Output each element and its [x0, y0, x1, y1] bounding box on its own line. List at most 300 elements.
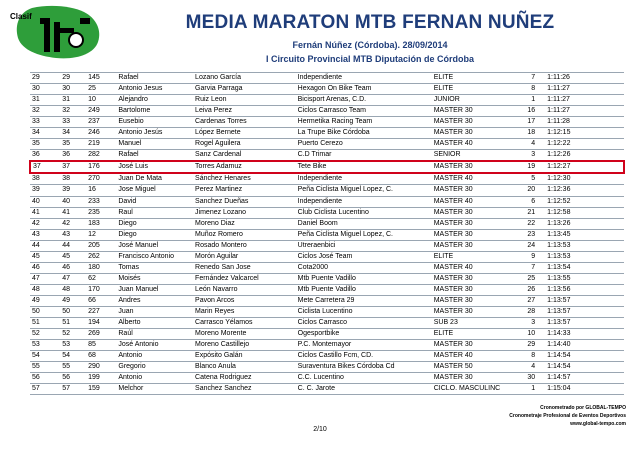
table-row — [30, 362, 624, 373]
last-name-cell: Muñoz Romero — [193, 229, 296, 240]
last-name-cell: Expósito Galán — [193, 351, 296, 362]
finish-time-cell: 1:12:30 — [545, 173, 624, 185]
bib-cell: 269 — [86, 329, 116, 340]
first-name-cell: Tomas — [116, 262, 193, 273]
position-cell: 53 — [30, 340, 60, 351]
first-name-cell: Alejandro — [116, 95, 193, 106]
category-cell: MASTER 30 — [432, 161, 517, 173]
table-row — [30, 218, 624, 229]
last-name-cell: Perez Martinez — [193, 185, 296, 196]
club-cell: Ciclos Castillo Fcm, CD. — [296, 351, 432, 362]
first-name-cell: Gregorio — [116, 362, 193, 373]
club-cell: Independiente — [296, 73, 432, 84]
category-rank-cell: 24 — [517, 240, 545, 251]
category-rank-cell: 4 — [517, 362, 545, 373]
first-name-cell: José Antonio — [116, 340, 193, 351]
club-cell: C. C. Jarote — [296, 384, 432, 395]
position-cell: 46 — [30, 262, 60, 273]
bib-cell: 159 — [86, 384, 116, 395]
position-cell: 37 — [30, 161, 60, 173]
bib-cell: 194 — [86, 318, 116, 329]
bib-cell: 85 — [86, 340, 116, 351]
finish-time-cell: 1:13:55 — [545, 273, 624, 284]
position-cell: 40 — [30, 196, 60, 207]
table-row — [30, 128, 624, 139]
results-table — [29, 72, 625, 395]
bib-cell: 233 — [86, 196, 116, 207]
finish-time-cell: 1:12:22 — [545, 139, 624, 150]
table-row — [30, 173, 624, 185]
last-name-cell: López Bernete — [193, 128, 296, 139]
category-rank-cell: 6 — [517, 196, 545, 207]
club-cell: Bicisport Arenas, C.D. — [296, 95, 432, 106]
first-name-cell: Eusebio — [116, 117, 193, 128]
first-name-cell: Manuel — [116, 139, 193, 150]
category-cell: ELITE — [432, 251, 517, 262]
category-position-cell: 55 — [60, 362, 86, 373]
circuit-name: I Circuito Provincial MTB Diputación de Córdoba — [265, 54, 474, 64]
finish-time-cell: 1:12:52 — [545, 196, 624, 207]
last-name-cell: Moreno Morente — [193, 329, 296, 340]
bib-cell: 235 — [86, 207, 116, 218]
bib-cell: 180 — [86, 262, 116, 273]
results-body — [30, 73, 624, 395]
finish-time-cell: 1:11:27 — [545, 95, 624, 106]
category-cell: JUNIOR — [432, 95, 517, 106]
bib-cell: 262 — [86, 251, 116, 262]
category-rank-cell: 3 — [517, 150, 545, 162]
table-row — [30, 262, 624, 273]
category-cell: MASTER 30 — [432, 185, 517, 196]
first-name-cell: Juan De Mata — [116, 173, 193, 185]
category-rank-cell: 9 — [517, 251, 545, 262]
category-cell: MASTER 30 — [432, 128, 517, 139]
last-name-cell: Morón Aguilar — [193, 251, 296, 262]
bib-cell: 176 — [86, 161, 116, 173]
table-row — [30, 384, 624, 395]
table-row — [30, 150, 624, 162]
position-cell: 31 — [30, 95, 60, 106]
category-rank-cell: 4 — [517, 139, 545, 150]
bib-cell: 199 — [86, 373, 116, 384]
category-position-cell: 31 — [60, 95, 86, 106]
category-position-cell: 37 — [60, 161, 86, 173]
club-cell: Club Ciclista Lucentino — [296, 207, 432, 218]
bib-cell: 227 — [86, 306, 116, 317]
first-name-cell: Melchor — [116, 384, 193, 395]
table-row — [30, 318, 624, 329]
timing-credit: Cronometrado por GLOBAL-TEMPO — [540, 405, 626, 411]
category-position-cell: 57 — [60, 384, 86, 395]
finish-time-cell: 1:13:57 — [545, 306, 624, 317]
position-cell: 44 — [30, 240, 60, 251]
timing-website[interactable]: www.global-tempo.com — [570, 421, 626, 427]
table-row — [30, 229, 624, 240]
first-name-cell: Andres — [116, 295, 193, 306]
finish-time-cell: 1:12:26 — [545, 150, 624, 162]
last-name-cell: Renedo San Jose — [193, 262, 296, 273]
club-cell: Ciclos Carrasco — [296, 318, 432, 329]
category-rank-cell: 18 — [517, 128, 545, 139]
club-cell: Daniel Boom — [296, 218, 432, 229]
category-cell: MASTER 30 — [432, 373, 517, 384]
position-cell: 30 — [30, 84, 60, 95]
category-rank-cell: 8 — [517, 84, 545, 95]
category-rank-cell: 30 — [517, 373, 545, 384]
club-cell: Cota2000 — [296, 262, 432, 273]
club-cell: Hermetika Racing Team — [296, 117, 432, 128]
category-cell: MASTER 30 — [432, 240, 517, 251]
table-row — [30, 373, 624, 384]
position-cell: 41 — [30, 207, 60, 218]
table-row — [30, 73, 624, 84]
first-name-cell: Alberto — [116, 318, 193, 329]
category-rank-cell: 19 — [517, 161, 545, 173]
category-rank-cell: 16 — [517, 106, 545, 117]
last-name-cell: Garvia Parraga — [193, 84, 296, 95]
club-cell: Peña Ciclista Miguel Lopez, C. — [296, 185, 432, 196]
finish-time-cell: 1:13:57 — [545, 318, 624, 329]
category-cell: SUB 23 — [432, 318, 517, 329]
finish-time-cell: 1:13:56 — [545, 284, 624, 295]
table-row — [30, 295, 624, 306]
position-cell: 33 — [30, 117, 60, 128]
category-cell: MASTER 40 — [432, 173, 517, 185]
first-name-cell: Antonio Jesus — [116, 84, 193, 95]
position-cell: 29 — [30, 73, 60, 84]
category-position-cell: 53 — [60, 340, 86, 351]
position-cell: 43 — [30, 229, 60, 240]
category-cell: MASTER 40 — [432, 262, 517, 273]
bib-cell: 68 — [86, 351, 116, 362]
last-name-cell: Sanz Cardenal — [193, 150, 296, 162]
category-cell: MASTER 30 — [432, 218, 517, 229]
category-rank-cell: 5 — [517, 173, 545, 185]
last-name-cell: Blanco Anula — [193, 362, 296, 373]
club-cell: Peña Ciclista Miguel Lopez, C. — [296, 229, 432, 240]
club-cell: La Trupe Bike Córdoba — [296, 128, 432, 139]
club-cell: Suraventura Bikes Córdoba Cd — [296, 362, 432, 373]
category-cell: MASTER 30 — [432, 106, 517, 117]
table-row — [30, 351, 624, 362]
category-rank-cell: 8 — [517, 351, 545, 362]
first-name-cell: Antonio — [116, 373, 193, 384]
finish-time-cell: 1:14:40 — [545, 340, 624, 351]
table-row — [30, 95, 624, 106]
position-cell: 42 — [30, 218, 60, 229]
finish-time-cell: 1:14:54 — [545, 362, 624, 373]
category-rank-cell: 20 — [517, 185, 545, 196]
finish-time-cell: 1:12:27 — [545, 161, 624, 173]
category-position-cell: 47 — [60, 273, 86, 284]
position-cell: 32 — [30, 106, 60, 117]
club-cell: Independiente — [296, 173, 432, 185]
category-cell: ELITE — [432, 329, 517, 340]
bib-cell: 170 — [86, 284, 116, 295]
position-cell: 50 — [30, 306, 60, 317]
category-position-cell: 29 — [60, 73, 86, 84]
category-position-cell: 35 — [60, 139, 86, 150]
club-cell: Mtb Puente Vadillo — [296, 284, 432, 295]
table-row — [30, 84, 624, 95]
table-row — [30, 117, 624, 128]
bib-cell: 249 — [86, 106, 116, 117]
table-row — [30, 207, 624, 218]
category-cell: MASTER 30 — [432, 340, 517, 351]
club-cell: P.C. Montemayor — [296, 340, 432, 351]
finish-time-cell: 1:11:27 — [545, 84, 624, 95]
position-cell: 49 — [30, 295, 60, 306]
finish-time-cell: 1:11:28 — [545, 117, 624, 128]
category-rank-cell: 1 — [517, 384, 545, 395]
table-row — [30, 139, 624, 150]
table-row — [30, 329, 624, 340]
category-cell: SENIOR — [432, 150, 517, 162]
category-position-cell: 40 — [60, 196, 86, 207]
category-position-cell: 43 — [60, 229, 86, 240]
finish-time-cell: 1:13:26 — [545, 218, 624, 229]
position-cell: 38 — [30, 173, 60, 185]
last-name-cell: Fernández Valcarcel — [193, 273, 296, 284]
category-position-cell: 44 — [60, 240, 86, 251]
category-rank-cell: 27 — [517, 295, 545, 306]
last-name-cell: Sanchez Dueñas — [193, 196, 296, 207]
category-cell: MASTER 30 — [432, 295, 517, 306]
last-name-cell: Jimenez Lozano — [193, 207, 296, 218]
finish-time-cell: 1:11:26 — [545, 73, 624, 84]
finish-time-cell: 1:12:36 — [545, 185, 624, 196]
category-position-cell: 32 — [60, 106, 86, 117]
bib-cell: 12 — [86, 229, 116, 240]
category-rank-cell: 29 — [517, 340, 545, 351]
last-name-cell: Sánchez Henares — [193, 173, 296, 185]
finish-time-cell: 1:14:54 — [545, 351, 624, 362]
logo-text: Clasif — [10, 12, 32, 21]
category-position-cell: 45 — [60, 251, 86, 262]
club-cell: Ogesportbike — [296, 329, 432, 340]
last-name-cell: Rogel Aguilera — [193, 139, 296, 150]
category-position-cell: 49 — [60, 295, 86, 306]
timing-description: Cronometraje Profesional de Eventos Deportivos — [509, 413, 626, 419]
first-name-cell: Juan — [116, 306, 193, 317]
position-cell: 57 — [30, 384, 60, 395]
category-cell: MASTER 30 — [432, 117, 517, 128]
category-position-cell: 52 — [60, 329, 86, 340]
category-cell: MASTER 30 — [432, 273, 517, 284]
category-position-cell: 41 — [60, 207, 86, 218]
category-position-cell: 42 — [60, 218, 86, 229]
category-cell: MASTER 40 — [432, 196, 517, 207]
position-cell: 56 — [30, 373, 60, 384]
last-name-cell: Moreno Castillejo — [193, 340, 296, 351]
last-name-cell: Sanchez Sanchez — [193, 384, 296, 395]
first-name-cell: Antonio — [116, 351, 193, 362]
position-cell: 51 — [30, 318, 60, 329]
club-cell: Hexagon On Bike Team — [296, 84, 432, 95]
category-position-cell: 36 — [60, 150, 86, 162]
position-cell: 47 — [30, 273, 60, 284]
first-name-cell: David — [116, 196, 193, 207]
first-name-cell: Diego — [116, 218, 193, 229]
table-row — [30, 340, 624, 351]
first-name-cell: Moisés — [116, 273, 193, 284]
category-rank-cell: 25 — [517, 273, 545, 284]
first-name-cell: Bartolome — [116, 106, 193, 117]
last-name-cell: Rosado Montero — [193, 240, 296, 251]
finish-time-cell: 1:13:54 — [545, 262, 624, 273]
category-rank-cell: 28 — [517, 306, 545, 317]
first-name-cell: Raul — [116, 207, 193, 218]
bib-cell: 282 — [86, 150, 116, 162]
bib-cell: 246 — [86, 128, 116, 139]
finish-time-cell: 1:15:04 — [545, 384, 624, 395]
table-row — [30, 185, 624, 196]
category-cell: MASTER 40 — [432, 139, 517, 150]
highlighted-row — [30, 161, 624, 173]
category-rank-cell: 3 — [517, 318, 545, 329]
category-cell: MASTER 50 — [432, 362, 517, 373]
last-name-cell: Torres Adamuz — [193, 161, 296, 173]
club-cell: Ciclos José Team — [296, 251, 432, 262]
position-cell: 35 — [30, 139, 60, 150]
table-row — [30, 306, 624, 317]
category-cell: MASTER 30 — [432, 284, 517, 295]
bib-cell: 62 — [86, 273, 116, 284]
bib-cell: 25 — [86, 84, 116, 95]
bib-cell: 205 — [86, 240, 116, 251]
position-cell: 55 — [30, 362, 60, 373]
finish-time-cell: 1:13:53 — [545, 240, 624, 251]
last-name-cell: Cardenas Torres — [193, 117, 296, 128]
category-rank-cell: 7 — [517, 73, 545, 84]
bib-cell: 270 — [86, 173, 116, 185]
finish-time-cell: 1:13:57 — [545, 295, 624, 306]
first-name-cell: Raúl — [116, 329, 193, 340]
category-position-cell: 33 — [60, 117, 86, 128]
position-cell: 34 — [30, 128, 60, 139]
first-name-cell: José Luis — [116, 161, 193, 173]
category-cell: ELITE — [432, 84, 517, 95]
category-position-cell: 30 — [60, 84, 86, 95]
finish-time-cell: 1:12:58 — [545, 207, 624, 218]
bib-cell: 145 — [86, 73, 116, 84]
page-number: 2/10 — [313, 426, 327, 433]
last-name-cell: Lozano García — [193, 73, 296, 84]
finish-time-cell: 1:14:33 — [545, 329, 624, 340]
bib-cell: 219 — [86, 139, 116, 150]
club-cell: Mete Carretera 29 — [296, 295, 432, 306]
last-name-cell: Leiva Perez — [193, 106, 296, 117]
club-cell: Ciclista Lucentino — [296, 306, 432, 317]
category-position-cell: 39 — [60, 185, 86, 196]
event-logo — [10, 4, 110, 62]
category-position-cell: 51 — [60, 318, 86, 329]
category-rank-cell: 10 — [517, 329, 545, 340]
bib-cell: 290 — [86, 362, 116, 373]
finish-time-cell: 1:14:57 — [545, 373, 624, 384]
table-row — [30, 106, 624, 117]
category-position-cell: 54 — [60, 351, 86, 362]
first-name-cell: Antonio Jesús — [116, 128, 193, 139]
last-name-cell: Ruiz Leon — [193, 95, 296, 106]
first-name-cell: Rafael — [116, 73, 193, 84]
table-row — [30, 284, 624, 295]
club-cell: C.C. Lucentino — [296, 373, 432, 384]
category-cell: MASTER 30 — [432, 207, 517, 218]
first-name-cell: Jose Miguel — [116, 185, 193, 196]
club-cell: Mtb Puente Vadillo — [296, 273, 432, 284]
category-rank-cell: 17 — [517, 117, 545, 128]
position-cell: 39 — [30, 185, 60, 196]
category-cell: ELITE — [432, 73, 517, 84]
table-row — [30, 196, 624, 207]
last-name-cell: León Navarro — [193, 284, 296, 295]
category-rank-cell: 1 — [517, 95, 545, 106]
bib-cell: 66 — [86, 295, 116, 306]
position-cell: 45 — [30, 251, 60, 262]
finish-time-cell: 1:11:27 — [545, 106, 624, 117]
club-cell: Utreraenbici — [296, 240, 432, 251]
category-rank-cell: 21 — [517, 207, 545, 218]
club-cell: Puerto Cerezo — [296, 139, 432, 150]
page-title: MEDIA MARATON MTB FERNAN NUÑEZ — [185, 12, 555, 33]
bib-cell: 183 — [86, 218, 116, 229]
first-name-cell: Rafael — [116, 150, 193, 162]
category-rank-cell: 26 — [517, 284, 545, 295]
first-name-cell: Juan Manuel — [116, 284, 193, 295]
category-rank-cell: 23 — [517, 229, 545, 240]
position-cell: 52 — [30, 329, 60, 340]
event-date-location: Fernán Núñez (Córdoba). 28/09/2014 — [292, 40, 448, 50]
category-cell: MASTER 40 — [432, 351, 517, 362]
last-name-cell: Moreno Diaz — [193, 218, 296, 229]
finish-time-cell: 1:13:45 — [545, 229, 624, 240]
position-cell: 48 — [30, 284, 60, 295]
position-cell: 36 — [30, 150, 60, 162]
club-cell: Independiente — [296, 196, 432, 207]
table-row — [30, 240, 624, 251]
category-position-cell: 38 — [60, 173, 86, 185]
category-position-cell: 48 — [60, 284, 86, 295]
table-row — [30, 273, 624, 284]
finish-time-cell: 1:12:15 — [545, 128, 624, 139]
club-cell: Ciclos Carrasco Team — [296, 106, 432, 117]
category-rank-cell: 7 — [517, 262, 545, 273]
category-cell: MASTER 30 — [432, 306, 517, 317]
category-cell: MASTER 30 — [432, 229, 517, 240]
table-row — [30, 251, 624, 262]
finish-time-cell: 1:13:53 — [545, 251, 624, 262]
last-name-cell: Pavon Arcos — [193, 295, 296, 306]
position-cell: 54 — [30, 351, 60, 362]
first-name-cell: José Manuel — [116, 240, 193, 251]
first-name-cell: Francisco Antonio — [116, 251, 193, 262]
category-position-cell: 50 — [60, 306, 86, 317]
category-cell: CICLO. MASCULINC — [432, 384, 517, 395]
club-cell: C.D Trimar — [296, 150, 432, 162]
category-rank-cell: 22 — [517, 218, 545, 229]
category-position-cell: 34 — [60, 128, 86, 139]
club-cell: Tete Bike — [296, 161, 432, 173]
bib-cell: 16 — [86, 185, 116, 196]
bib-cell: 237 — [86, 117, 116, 128]
last-name-cell: Carrasco Yélamos — [193, 318, 296, 329]
bib-cell: 10 — [86, 95, 116, 106]
last-name-cell: Catena Rodriguez — [193, 373, 296, 384]
category-position-cell: 56 — [60, 373, 86, 384]
category-position-cell: 46 — [60, 262, 86, 273]
last-name-cell: Marin Reyes — [193, 306, 296, 317]
